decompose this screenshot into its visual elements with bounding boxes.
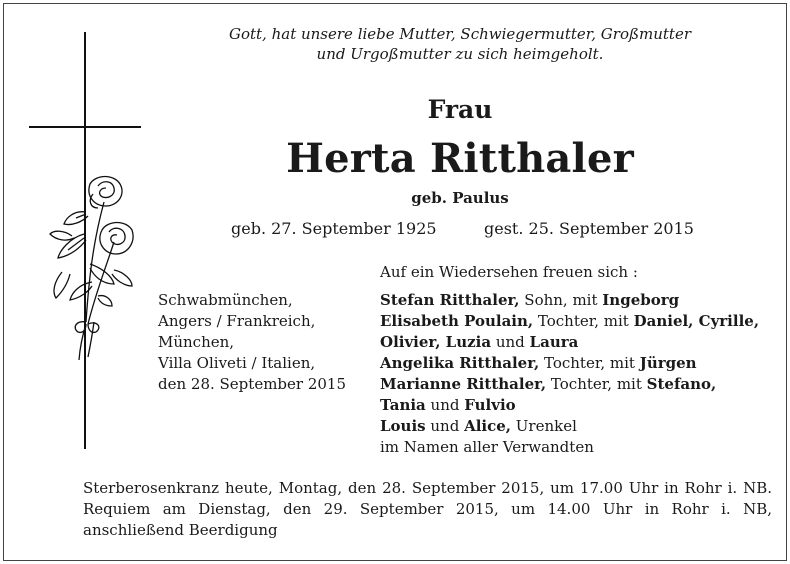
verse: [150, 24, 770, 64]
mourner-name: Ingeborg: [602, 291, 680, 309]
notice-line-3: anschließend Beerdigung: [83, 521, 278, 539]
mourner-name: Fulvio: [464, 396, 516, 414]
birth-name: geb. Paulus: [411, 189, 509, 207]
mourner-line-3: [380, 332, 759, 353]
mourner-name: Laura: [529, 333, 579, 351]
deceased-name: Herta Ritthaler: [286, 135, 634, 182]
birth-date: geb. 27. September 1925: [231, 219, 437, 238]
place-2: Angers / Frankreich,: [158, 312, 316, 330]
mourners-intro: Auf ein Wiedersehen freuen sich :: [380, 263, 638, 281]
mourner-name: Stefano,: [646, 375, 717, 393]
salutation: Frau: [427, 95, 493, 124]
place-date: den 28. September 2015: [158, 375, 347, 393]
death-date: gest. 25. September 2015: [484, 219, 694, 238]
mourners-list: [380, 290, 759, 458]
verse-line-2: und Urgoßmutter zu sich heimgeholt.: [316, 45, 604, 63]
place-1: Schwabmünchen,: [158, 291, 293, 309]
mourner-name: Stefan Ritthaler,: [380, 291, 520, 309]
places-list: [158, 290, 346, 395]
mourner-name: Tania: [380, 396, 426, 414]
notice-line-2: Requiem am Dienstag, den 29. September 2015, um 14.00 Uhr in Rohr i. NB,: [83, 500, 772, 518]
relation-text: Tochter, mit: [539, 354, 640, 372]
relation-text: Urenkel: [511, 417, 577, 435]
mourner-name: Jürgen: [639, 354, 697, 372]
mourner-line-1: [380, 290, 759, 311]
mourner-name: Alice,: [464, 417, 512, 435]
relation-text: Sohn, mit: [519, 291, 603, 309]
service-notice: [83, 478, 772, 541]
mourner-name: Elisabeth Poulain,: [380, 312, 534, 330]
mourner-line-5: [380, 374, 759, 395]
mourner-line-7: [380, 416, 759, 437]
mourner-name: Daniel, Cyrille,: [633, 312, 760, 330]
cross-horizontal-bar: [29, 126, 141, 128]
relation-text: Tochter, mit: [533, 312, 634, 330]
mourner-line-2: [380, 311, 759, 332]
relation-text: und: [491, 333, 530, 351]
place-3: München,: [158, 333, 235, 351]
roses-icon: [46, 172, 136, 362]
relation-text: und: [425, 396, 465, 414]
verse-line-1: Gott, hat unsere liebe Mutter, Schwiegermutter, Großmutter: [228, 25, 691, 43]
notice-line-1: Sterberosenkranz heute, Montag, den 28. September 2015, um 17.00 Uhr in Rohr i. NB.: [83, 479, 772, 497]
mourner-line-8: im Namen aller Verwandten: [380, 438, 594, 456]
mourner-line-4: [380, 353, 759, 374]
mourner-name: Angelika Ritthaler,: [380, 354, 540, 372]
mourner-name: Louis: [380, 417, 426, 435]
mourner-line-6: [380, 395, 759, 416]
relation-text: und: [425, 417, 465, 435]
mourner-name: Marianne Ritthaler,: [380, 375, 547, 393]
mourner-name: Olivier, Luzia: [380, 333, 492, 351]
relation-text: Tochter, mit: [546, 375, 647, 393]
place-4: Villa Oliveti / Italien,: [158, 354, 316, 372]
